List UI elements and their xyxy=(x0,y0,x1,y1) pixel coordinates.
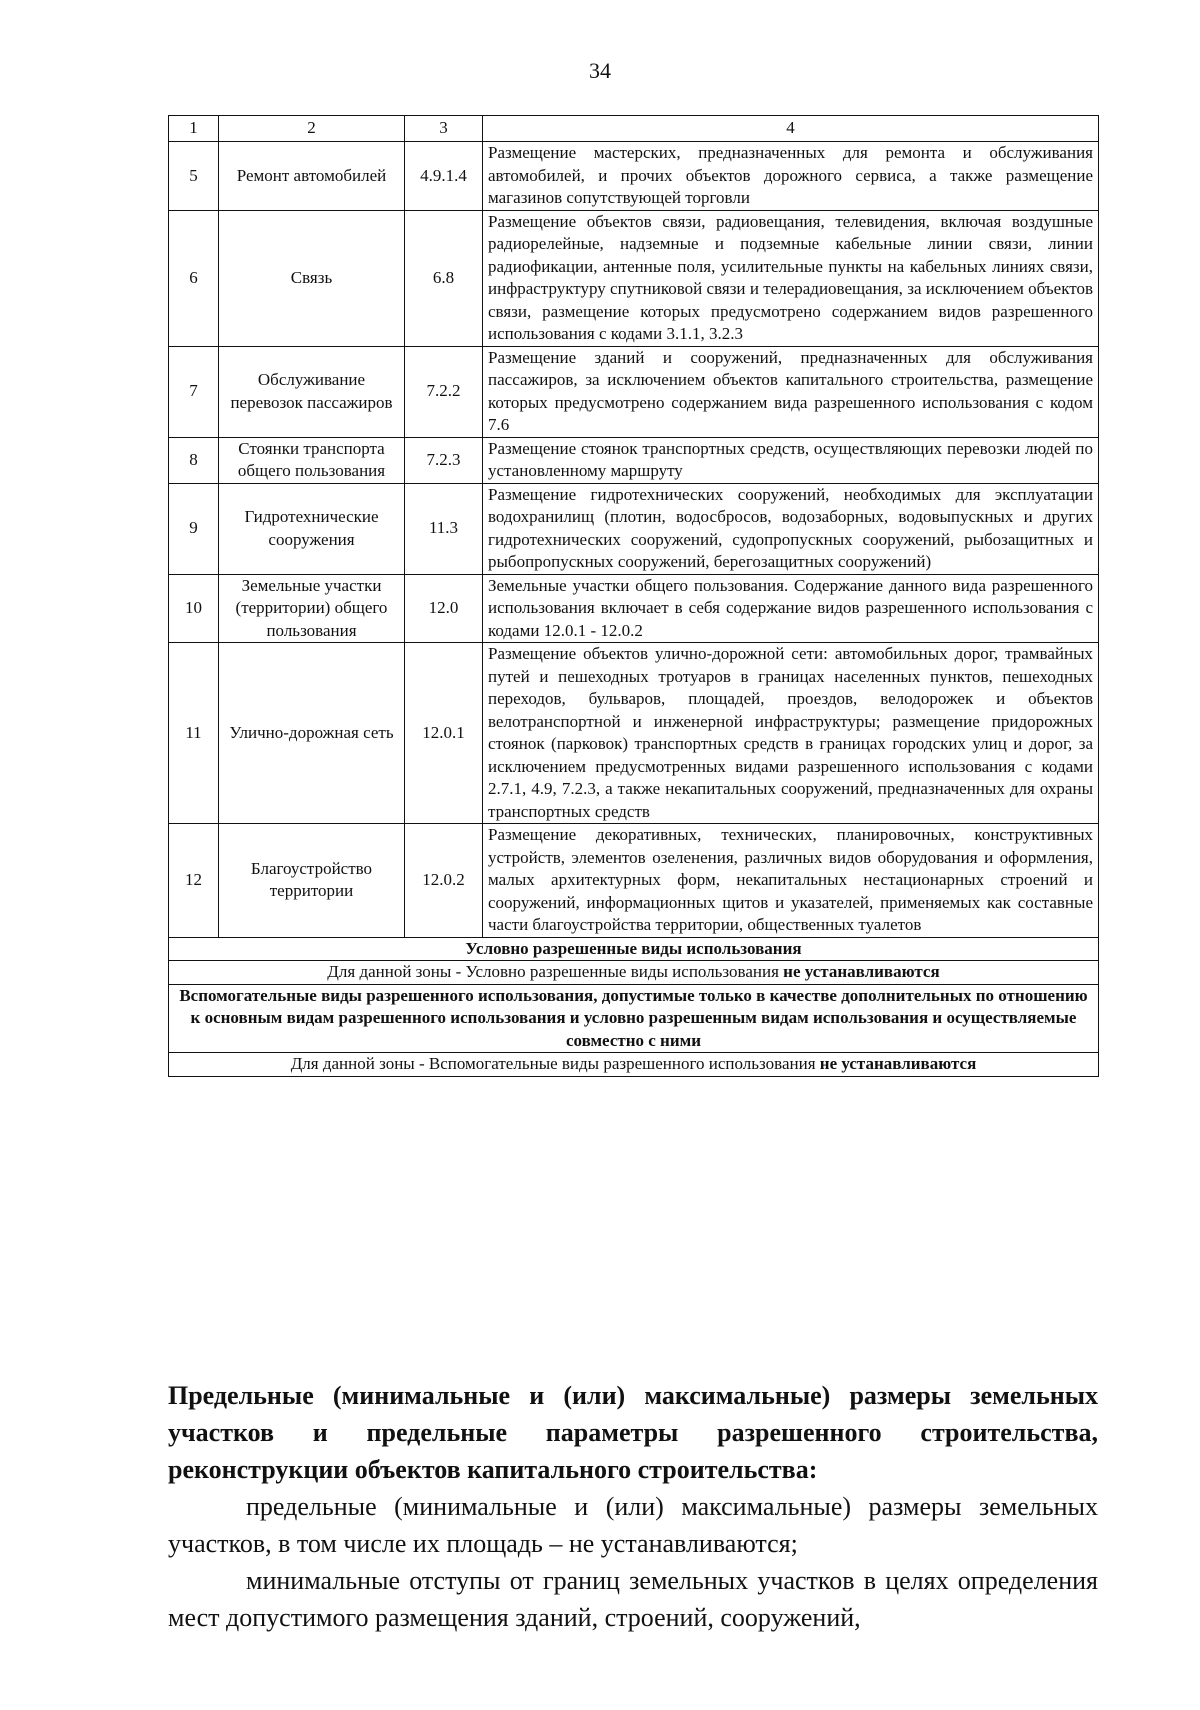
use-type-description: Размещение объектов улично-дорожной сети: автомобильных дорог, трамвайных путей и пешеходных тротуаров в границах населенных пунктов, пешеходных переходов, бульваров, площадей, проездов, велодорожек и объектов велотранспортной и инженерной инфраструктуры; размещение придорожных стоянок (парковок) транспортных средств в границах городских улиц и дорог, за исключением предусмотренных видами разрешенного использования с кодами 2.7.1, 4.9, 7.2.3, а также некапитальных сооружений, предназначенных для охраны транспортных средств xyxy=(483,643,1099,824)
conditional-use-note-row xyxy=(169,961,1099,985)
column-header: 1 xyxy=(169,116,219,142)
section-heading: Предельные (минимальные и (или) максимальные) размеры земельных участков и предельные параметры разрешенного строительства, реконструкции объектов капитального строительства: xyxy=(168,1381,1098,1484)
use-type-name: Земельные участки (территории) общего пользования xyxy=(219,574,405,643)
use-type-code: 7.2.3 xyxy=(405,437,483,483)
table-row xyxy=(169,824,1099,938)
use-type-code: 12.0.2 xyxy=(405,824,483,938)
table-row xyxy=(169,346,1099,437)
auxiliary-use-note-text: Для данной зоны - Вспомогательные виды разрешенного использования xyxy=(290,1054,820,1073)
row-number: 12 xyxy=(169,824,219,938)
use-type-code: 11.3 xyxy=(405,483,483,574)
use-type-description: Размещение декоративных, технических, планировочных, конструктивных устройств, элементов озеленения, различных видов оборудования и оформления, малых архитектурных форм, некапитальных нестационарных строений и сооружений, информационных щитов и указателей, применяемых как составные части благоустройства территории, общественных туалетов xyxy=(483,824,1099,938)
row-number: 6 xyxy=(169,210,219,346)
use-type-description: Размещение стоянок транспортных средств, осуществляющих перевозки людей по установленному маршруту xyxy=(483,437,1099,483)
use-type-name: Улично-дорожная сеть xyxy=(219,643,405,824)
permitted-use-table xyxy=(168,115,1099,1077)
use-type-code: 12.0.1 xyxy=(405,643,483,824)
use-type-name: Гидротехнические сооружения xyxy=(219,483,405,574)
table-row xyxy=(169,643,1099,824)
use-type-name: Обслуживание перевозок пассажиров xyxy=(219,346,405,437)
use-type-name: Благоустройство территории xyxy=(219,824,405,938)
use-type-name: Ремонт автомобилей xyxy=(219,142,405,211)
row-number: 10 xyxy=(169,574,219,643)
table-row xyxy=(169,142,1099,211)
table-header-row xyxy=(169,116,1099,142)
use-type-description: Размещение зданий и сооружений, предназначенных для обслуживания пассажиров, за исключением объектов капитального строительства, размещение которых предусмотрено содержанием вида разрешенного использования с кодом 7.6 xyxy=(483,346,1099,437)
auxiliary-use-heading: Вспомогательные виды разрешенного использования, допустимые только в качестве дополнительных по отношению к основным видам разрешенного использования и условно разрешенным видам использования и осуществляемые совместно с ними xyxy=(169,984,1099,1053)
use-type-name: Стоянки транспорта общего пользования xyxy=(219,437,405,483)
auxiliary-use-note-status: не устанавливаются xyxy=(819,1054,977,1073)
use-type-code: 4.9.1.4 xyxy=(405,142,483,211)
use-type-description: Размещение гидротехнических сооружений, необходимых для эксплуатации водохранилищ (плотин, водосбросов, водозаборных, водовыпускных и других гидротехнических сооружений, судопропускных сооружений, рыбозащитных и рыбопропускных сооружений, берегозащитных сооружений) xyxy=(483,483,1099,574)
row-number: 11 xyxy=(169,643,219,824)
column-header: 3 xyxy=(405,116,483,142)
auxiliary-use-note-row xyxy=(169,1053,1099,1077)
page-number: 34 xyxy=(589,58,611,83)
conditional-use-heading-row xyxy=(169,937,1099,961)
use-type-description: Земельные участки общего пользования. Содержание данного вида разрешенного использования включает в себя содержание видов разрешенного использования с кодами 12.0.1 - 12.0.2 xyxy=(483,574,1099,643)
column-header: 4 xyxy=(483,116,1099,142)
use-type-description: Размещение объектов связи, радиовещания, телевидения, включая воздушные радиорелейные, надземные и подземные кабельные линии связи, линии радиофикации, антенные поля, усилительные пункты на кабельных линиях связи, инфраструктуру спутниковой связи и телерадиовещания, за исключением объектов связи, размещение которых предусмотрено содержанием видов разрешенного использования с кодами 3.1.1, 3.2.3 xyxy=(483,210,1099,346)
conditional-use-heading: Условно разрешенные виды использования xyxy=(169,937,1099,961)
table-row xyxy=(169,574,1099,643)
auxiliary-use-note xyxy=(169,1053,1099,1077)
use-type-code: 7.2.2 xyxy=(405,346,483,437)
paragraph: предельные (минимальные и (или) максимальные) размеры земельных участков, в том числе их площадь – не устанавливаются; xyxy=(168,1492,1098,1558)
row-number: 5 xyxy=(169,142,219,211)
column-header: 2 xyxy=(219,116,405,142)
table-row xyxy=(169,483,1099,574)
table-row xyxy=(169,210,1099,346)
row-number: 9 xyxy=(169,483,219,574)
table-row xyxy=(169,437,1099,483)
use-type-name: Связь xyxy=(219,210,405,346)
paragraph: минимальные отступы от границ земельных участков в целях определения мест допустимого размещения зданий, строений, сооружений, xyxy=(168,1566,1098,1632)
row-number: 7 xyxy=(169,346,219,437)
use-type-code: 12.0 xyxy=(405,574,483,643)
conditional-use-note-status: не устанавливаются xyxy=(783,962,940,981)
conditional-use-note xyxy=(169,961,1099,985)
use-type-code: 6.8 xyxy=(405,210,483,346)
row-number: 8 xyxy=(169,437,219,483)
auxiliary-use-heading-row xyxy=(169,984,1099,1053)
conditional-use-note-text: Для данной зоны - Условно разрешенные виды использования xyxy=(327,962,784,981)
use-type-description: Размещение мастерских, предназначенных для ремонта и обслуживания автомобилей, и прочих объектов дорожного сервиса, а также размещение магазинов сопутствующей торговли xyxy=(483,142,1099,211)
